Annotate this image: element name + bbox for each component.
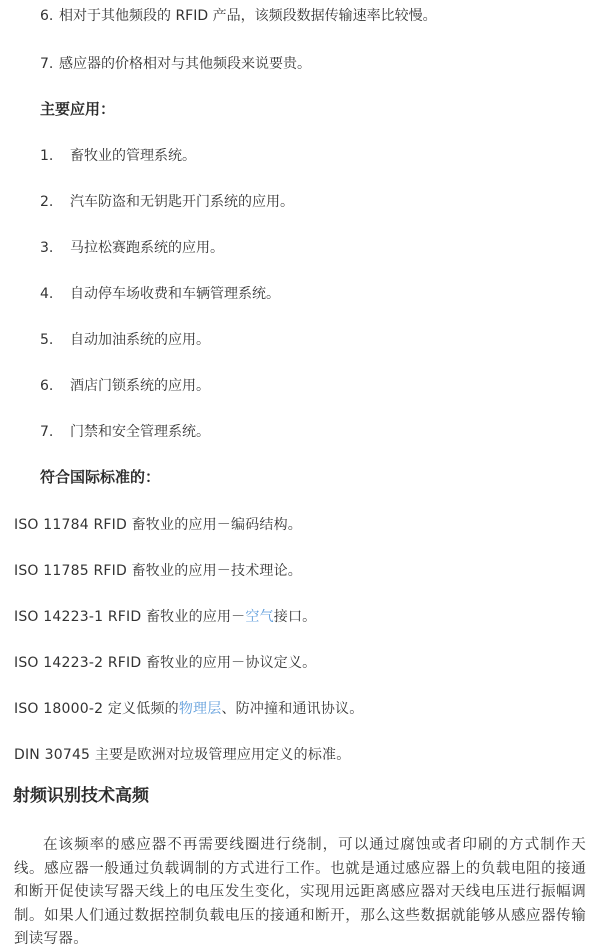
list-item-text: 相对于其他频段的 RFID 产品，该频段数据传输速率比较慢。 (59, 8, 437, 24)
standard-line (14, 747, 586, 764)
standard-text: DIN 30745 主要是欧洲对垃圾管理应用定义的标准。 (14, 747, 351, 763)
list-item (40, 378, 560, 395)
list-item (40, 240, 560, 257)
standard-line (14, 563, 586, 580)
list-item (40, 194, 560, 211)
hf-section-paragraph: 在该频率的感应器不再需要线圈进行绕制，可以通过腐蚀或者印刷的方式制作天线。感应器一般通过负载调制的方式进行工作。也就是通过感应器上的负载电阻的接通和断开促使读写器天线上的电压发生变化，实现用远距离感应器对天线电压进行振幅调制。如果人们通过数据控制负载电压的接通和断开，那么这些数据就能够从感应器传输到读写器。 (14, 837, 586, 947)
hf-section-heading: 射频识别技术高频 (13, 786, 149, 806)
list-item (40, 56, 580, 73)
standard-text: 接口。 (273, 609, 317, 625)
list-item (40, 424, 560, 441)
list-item-text: 酒店门锁系统的应用。 (70, 378, 210, 394)
list-item-number: 4. (40, 286, 54, 302)
standard-text: 、防冲撞和通讯协议。 (221, 701, 364, 717)
list-item-number: 2. (40, 194, 54, 210)
list-item-number: 6. (40, 8, 54, 24)
standards-heading: 符合国际标准的： (40, 468, 161, 486)
standards-list (14, 517, 586, 764)
list-item-text: 汽车防盗和无钥匙开门系统的应用。 (70, 194, 294, 210)
applications-heading: 主要应用： (40, 100, 116, 118)
list-item-number: 7. (40, 56, 54, 72)
list-item (40, 8, 580, 25)
link-air-interface[interactable]: 空气 (245, 609, 274, 625)
disadvantage-list (40, 8, 580, 73)
standard-line (14, 517, 586, 534)
list-item-text: 门禁和安全管理系统。 (70, 424, 210, 440)
standard-line (14, 609, 586, 626)
list-item-number: 5. (40, 332, 54, 348)
list-item-number: 1. (40, 148, 54, 164)
standard-text: ISO 18000-2 定义低频的 (14, 701, 179, 717)
list-item (40, 148, 560, 165)
standard-line (14, 701, 586, 718)
list-item-text: 畜牧业的管理系统。 (70, 148, 196, 164)
list-item-text: 感应器的价格相对与其他频段来说要贵。 (59, 56, 311, 72)
list-item-text: 自动停车场收费和车辆管理系统。 (70, 286, 280, 302)
list-item-number: 7. (40, 424, 54, 440)
list-item-number: 6. (40, 378, 54, 394)
standard-text: ISO 14223-2 RFID 畜牧业的应用－协议定义。 (14, 655, 317, 671)
list-item-number: 3. (40, 240, 54, 256)
standard-text: ISO 14223-1 RFID 畜牧业的应用－ (14, 609, 246, 625)
standard-line (14, 655, 586, 672)
standard-text: ISO 11785 RFID 畜牧业的应用－技术理论。 (14, 563, 303, 579)
standard-text: ISO 11784 RFID 畜牧业的应用－编码结构。 (14, 517, 303, 533)
applications-list (40, 148, 560, 441)
list-item (40, 332, 560, 349)
list-item-text: 自动加油系统的应用。 (70, 332, 210, 348)
list-item (40, 286, 560, 303)
link-physical-layer[interactable]: 物理层 (178, 701, 222, 717)
list-item-text: 马拉松赛跑系统的应用。 (70, 240, 224, 256)
